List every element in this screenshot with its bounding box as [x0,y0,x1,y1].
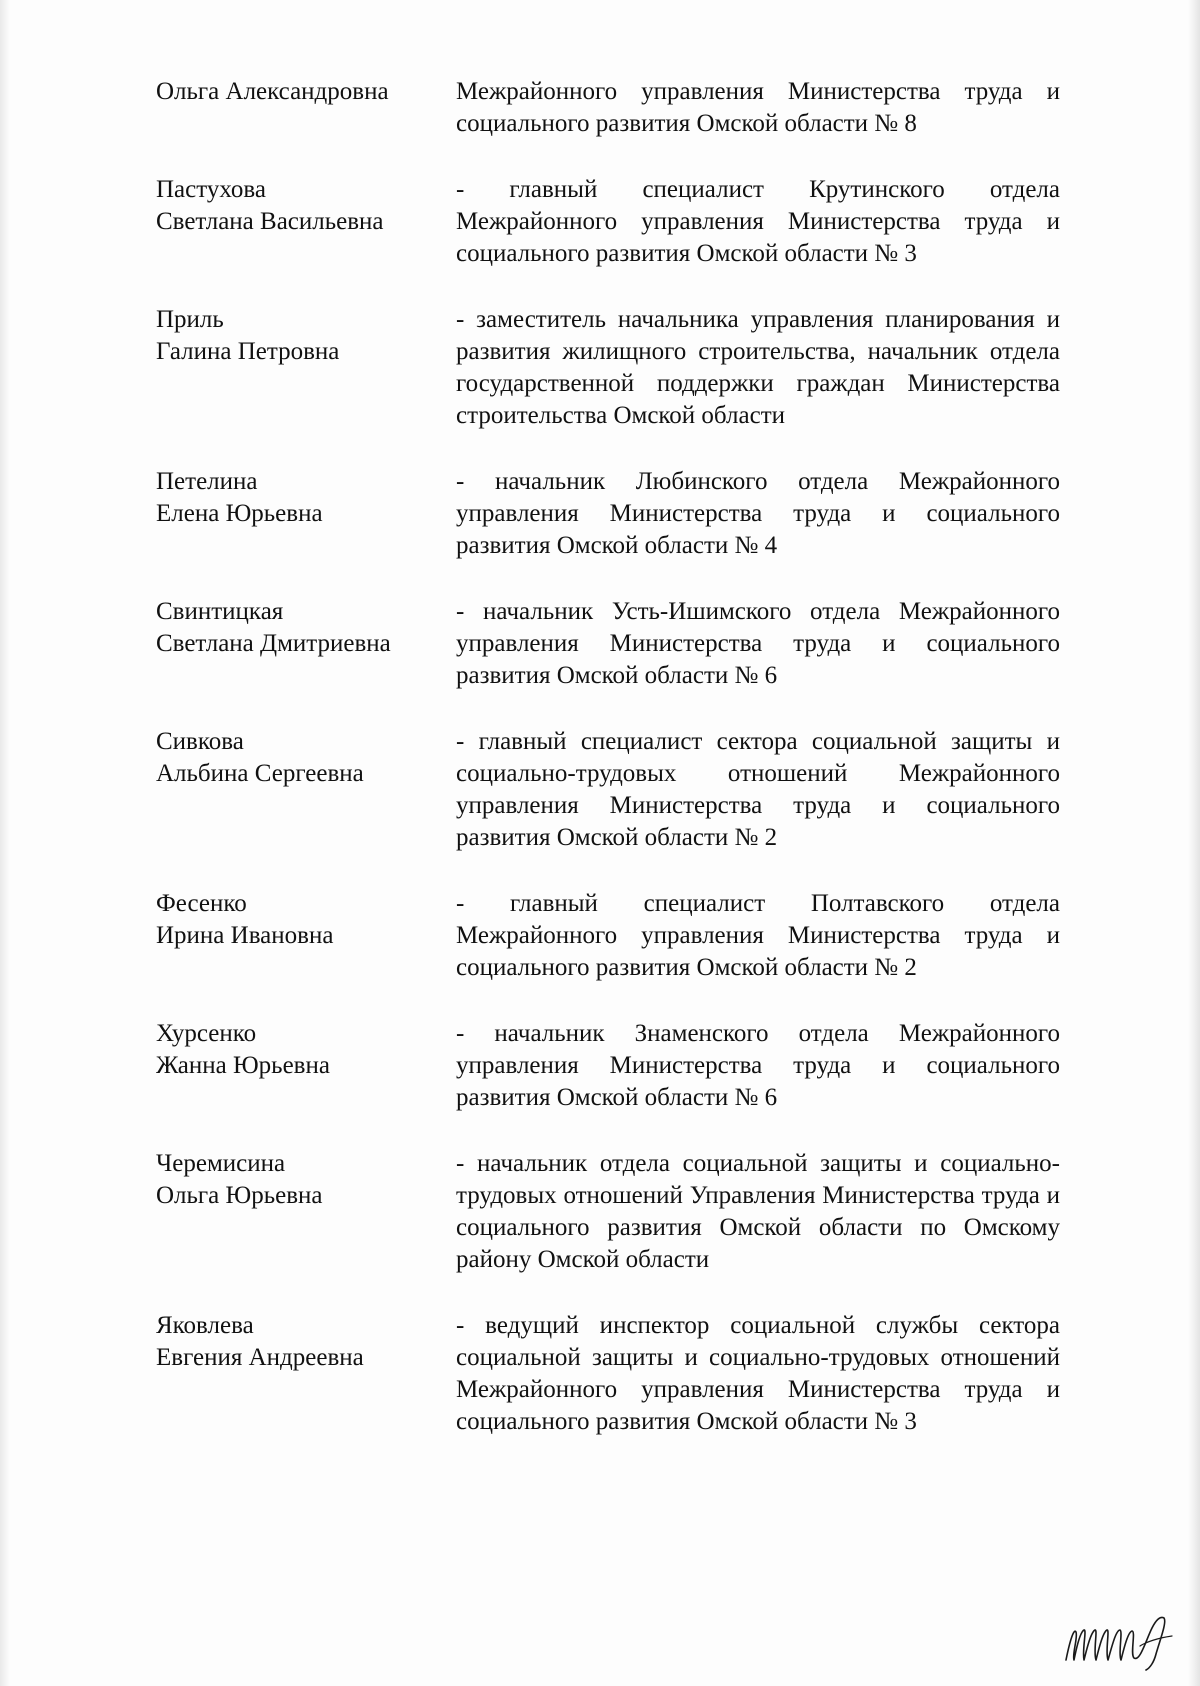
member-given-name: Жанна Юрьевна [156,1052,330,1079]
member-name [156,1148,456,1276]
member-entry [156,888,1066,984]
member-entry [156,1148,1066,1276]
member-name [156,726,456,854]
member-surname: Черемисина [156,1150,286,1177]
member-position: Межрайонного управления Министерства труда и социального развития Омской области № 8 [456,78,1060,137]
member-position: - начальник Знаменского отдела Межрайонного управления Министерства труда и социального развития Омской области № 6 [456,1020,1060,1111]
member-entry [156,1310,1066,1438]
member-surname: Петелина [156,468,258,495]
member-surname: Фесенко [156,890,247,917]
member-position: - начальник отдела социальной защиты и социально-трудовых отношений Управления Министерства труда и социального развития Омской области по Омскому району Омской области [456,1150,1060,1273]
member-name [156,596,456,692]
handwritten-signature [1060,1610,1180,1672]
member-given-name: Светлана Дмитриевна [156,630,391,657]
member-given-name: Ольга Александровна [156,78,389,105]
member-entry [156,466,1066,562]
scan-edge-left [0,0,10,1686]
member-entry [156,174,1066,270]
member-name [156,76,456,140]
member-given-name: Ирина Ивановна [156,922,334,949]
member-given-name: Ольга Юрьевна [156,1182,323,1209]
member-name [156,466,456,562]
member-surname: Приль [156,306,224,333]
member-entry [156,1018,1066,1114]
member-entry [156,76,1066,140]
member-surname: Сивкова [156,728,244,755]
member-name [156,1310,456,1438]
member-position: - ведущий инспектор социальной службы сектора социальной защиты и социально-трудовых отношений Межрайонного управления Министерства труда и социального развития Омской области № 3 [456,1312,1060,1435]
member-surname: Пастухова [156,176,266,203]
member-given-name: Евгения Андреевна [156,1344,364,1371]
member-surname: Яковлева [156,1312,254,1339]
member-surname: Свинтицкая [156,598,284,625]
member-name [156,174,456,270]
scan-edge-right [1188,0,1200,1686]
member-given-name: Галина Петровна [156,338,340,365]
member-list [156,76,1066,1472]
member-name [156,1018,456,1114]
member-entry [156,726,1066,854]
member-name [156,888,456,984]
member-given-name: Альбина Сергеевна [156,760,364,787]
member-position: - начальник Любинского отдела Межрайонного управления Министерства труда и социального развития Омской области № 4 [456,468,1060,559]
member-name [156,304,456,432]
member-surname: Хурсенко [156,1020,257,1047]
member-position: - главный специалист Полтавского отдела Межрайонного управления Министерства труда и социального развития Омской области № 2 [456,890,1060,981]
member-entry [156,596,1066,692]
member-position: - главный специалист Крутинского отдела Межрайонного управления Министерства труда и социального развития Омской области № 3 [456,176,1060,267]
member-given-name: Светлана Васильевна [156,208,384,235]
member-position: - главный специалист сектора социальной защиты и социально-трудовых отношений Межрайонного управления Министерства труда и социального развития Омской области № 2 [456,728,1060,851]
member-position: - начальник Усть-Ишимского отдела Межрайонного управления Министерства труда и социального развития Омской области № 6 [456,598,1060,689]
member-position: - заместитель начальника управления планирования и развития жилищного строительства, начальник отдела государственной поддержки граждан Министерства строительства Омской области [456,306,1060,429]
member-given-name: Елена Юрьевна [156,500,323,527]
member-entry [156,304,1066,432]
